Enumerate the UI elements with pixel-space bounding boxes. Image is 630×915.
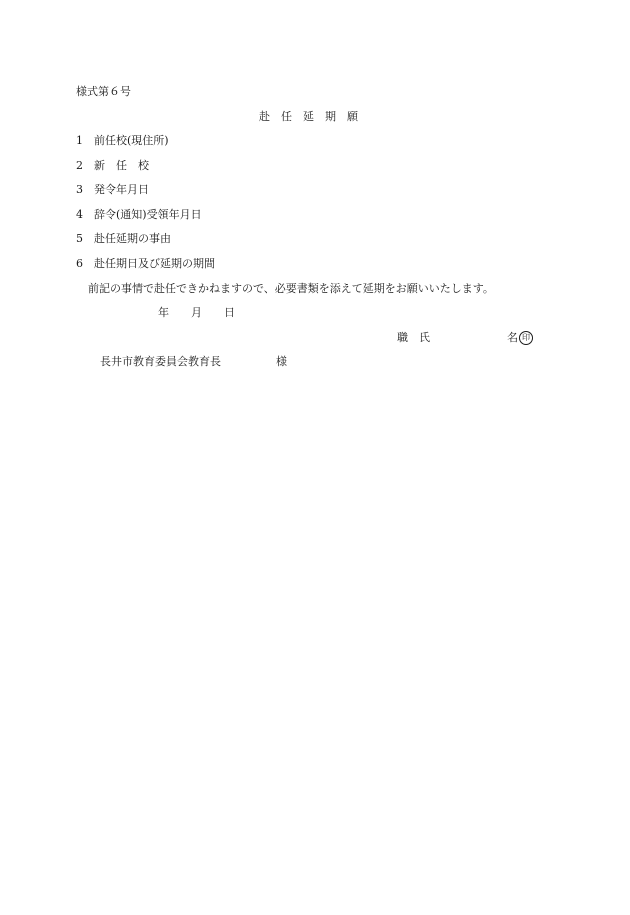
item-appointment-date [76, 183, 149, 197]
item-label: 発令年月日 [94, 183, 149, 196]
item-number: 4 [76, 208, 83, 221]
item-notice-receipt-date [76, 208, 202, 222]
item-number: 6 [76, 257, 83, 270]
signature-label: 職 氏 名 [397, 331, 518, 344]
request-text: 前記の事情で赴任できかねますので、必要書類を添えて延期をお願いいたします。 [88, 282, 494, 295]
item-number: 5 [76, 232, 83, 245]
signature-line [397, 331, 533, 345]
document-title: 赴 任 延 期 願 [259, 110, 358, 123]
item-number: 3 [76, 183, 83, 196]
item-previous-school [76, 134, 169, 148]
item-postponement-period [76, 257, 215, 271]
date-line: 年 月 日 [158, 306, 235, 319]
item-number: 1 [76, 134, 83, 147]
item-label: 前任校(現住所) [94, 134, 169, 147]
item-new-school [76, 159, 149, 173]
item-label: 辞令(通知)受領年月日 [94, 208, 202, 221]
addressee: 長井市教育委員会教育長 様 [100, 355, 287, 368]
item-label: 赴任延期の事由 [94, 232, 171, 245]
item-label: 赴任期日及び延期の期間 [94, 257, 215, 270]
item-postponement-reason [76, 232, 171, 246]
item-label: 新 任 校 [94, 159, 149, 172]
item-number: 2 [76, 159, 83, 172]
form-number: 様式第６号 [76, 85, 131, 98]
seal-icon: 印 [519, 331, 533, 345]
